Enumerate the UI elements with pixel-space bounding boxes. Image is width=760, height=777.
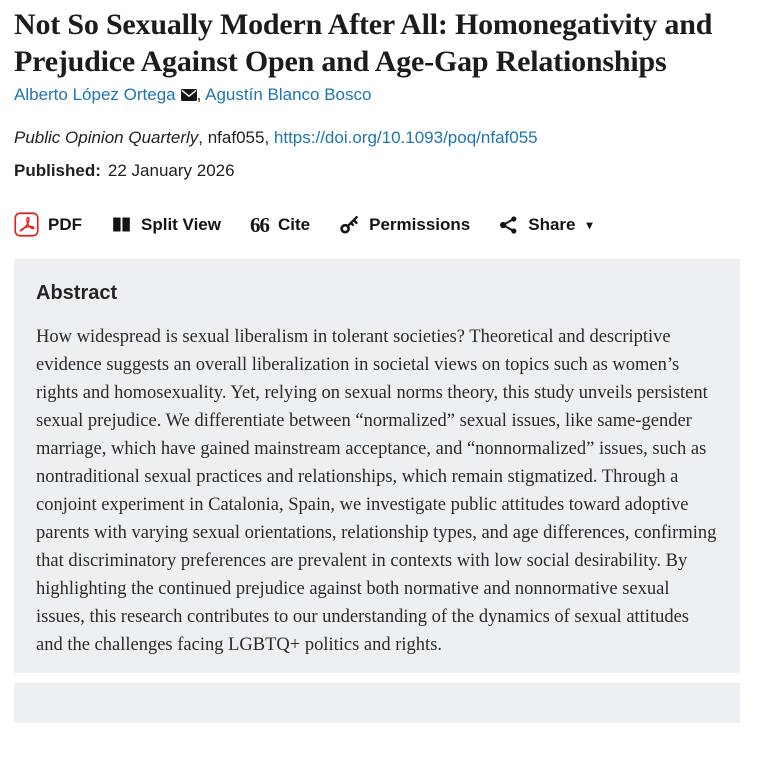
cite-quote-icon: 66 bbox=[250, 212, 269, 237]
published-label: Published: bbox=[14, 161, 101, 180]
share-icon bbox=[499, 215, 519, 235]
abstract-text: How widespread is sexual liberalism in tolerant societies? Theoretical and descriptive evidence suggests an overall liberalization in societal views on topics such as women’s rights and homosexuality. Yet, relying on sexual norms theory, this study unveils persistent sexual prejudice. We differentiate between “normalized” sexual issues, like same-gender marriage, which have gained mainstream acceptance, and “nonnormalized” issues, such as nontraditional sexual practices and relationships, which remain stigmatized. Through a conjoint experiment in Catalonia, Spain, we investigate public attitudes toward adoptive parents with varying sexual orientations, relationship types, and age differences, confirming that discriminatory preferences are prevalent in contexts with low social desirability. By highlighting the continued prejudice against both normative and nonnormative sexual issues, this research contributes to our understanding of the dynamics of sexual attitudes and the challenges facing LGBTQ+ politics and rights. bbox=[36, 327, 717, 655]
cite-button[interactable] bbox=[250, 212, 311, 237]
citation-separator-2: , bbox=[264, 128, 274, 147]
pdf-icon bbox=[14, 212, 39, 237]
published-date: 22 January 2026 bbox=[107, 161, 235, 180]
share-button-label: Share bbox=[528, 214, 576, 234]
pdf-button-label: PDF bbox=[48, 214, 82, 234]
author-separator: , bbox=[196, 85, 206, 104]
page-title: Not So Sexually Modern After All: Homonegativity and Prejudice Against Open and Age-Gap Relationships bbox=[14, 8, 713, 78]
split-view-button-label: Split View bbox=[141, 214, 221, 234]
author-link-first[interactable]: Alberto López Ortega bbox=[14, 85, 176, 104]
article-id: nfaf055 bbox=[207, 128, 265, 147]
email-icon[interactable] bbox=[181, 85, 197, 107]
author-link-second[interactable]: Agustín Blanco Bosco bbox=[205, 85, 372, 104]
share-button[interactable] bbox=[499, 215, 592, 235]
abstract-heading: Abstract bbox=[36, 282, 118, 304]
published-line bbox=[14, 160, 746, 182]
doi-link[interactable]: https://doi.org/10.1093/poq/nfaf055 bbox=[273, 128, 538, 147]
key-icon bbox=[339, 214, 360, 235]
article-page bbox=[0, 6, 760, 723]
cite-button-label: Cite bbox=[278, 214, 311, 234]
journal-name: Public Opinion Quarterly bbox=[14, 128, 199, 147]
abstract-section bbox=[14, 259, 740, 673]
chevron-down-icon: ▾ bbox=[586, 217, 593, 232]
citation-separator: , bbox=[198, 128, 208, 147]
split-view-button[interactable] bbox=[111, 214, 221, 235]
author-list bbox=[14, 84, 746, 107]
citation-line bbox=[14, 127, 746, 149]
split-view-icon bbox=[111, 214, 132, 235]
permissions-button[interactable] bbox=[339, 214, 470, 235]
article-toolbar bbox=[14, 212, 746, 237]
next-section-panel bbox=[14, 683, 740, 723]
pdf-button[interactable] bbox=[14, 212, 82, 237]
permissions-button-label: Permissions bbox=[369, 214, 471, 234]
